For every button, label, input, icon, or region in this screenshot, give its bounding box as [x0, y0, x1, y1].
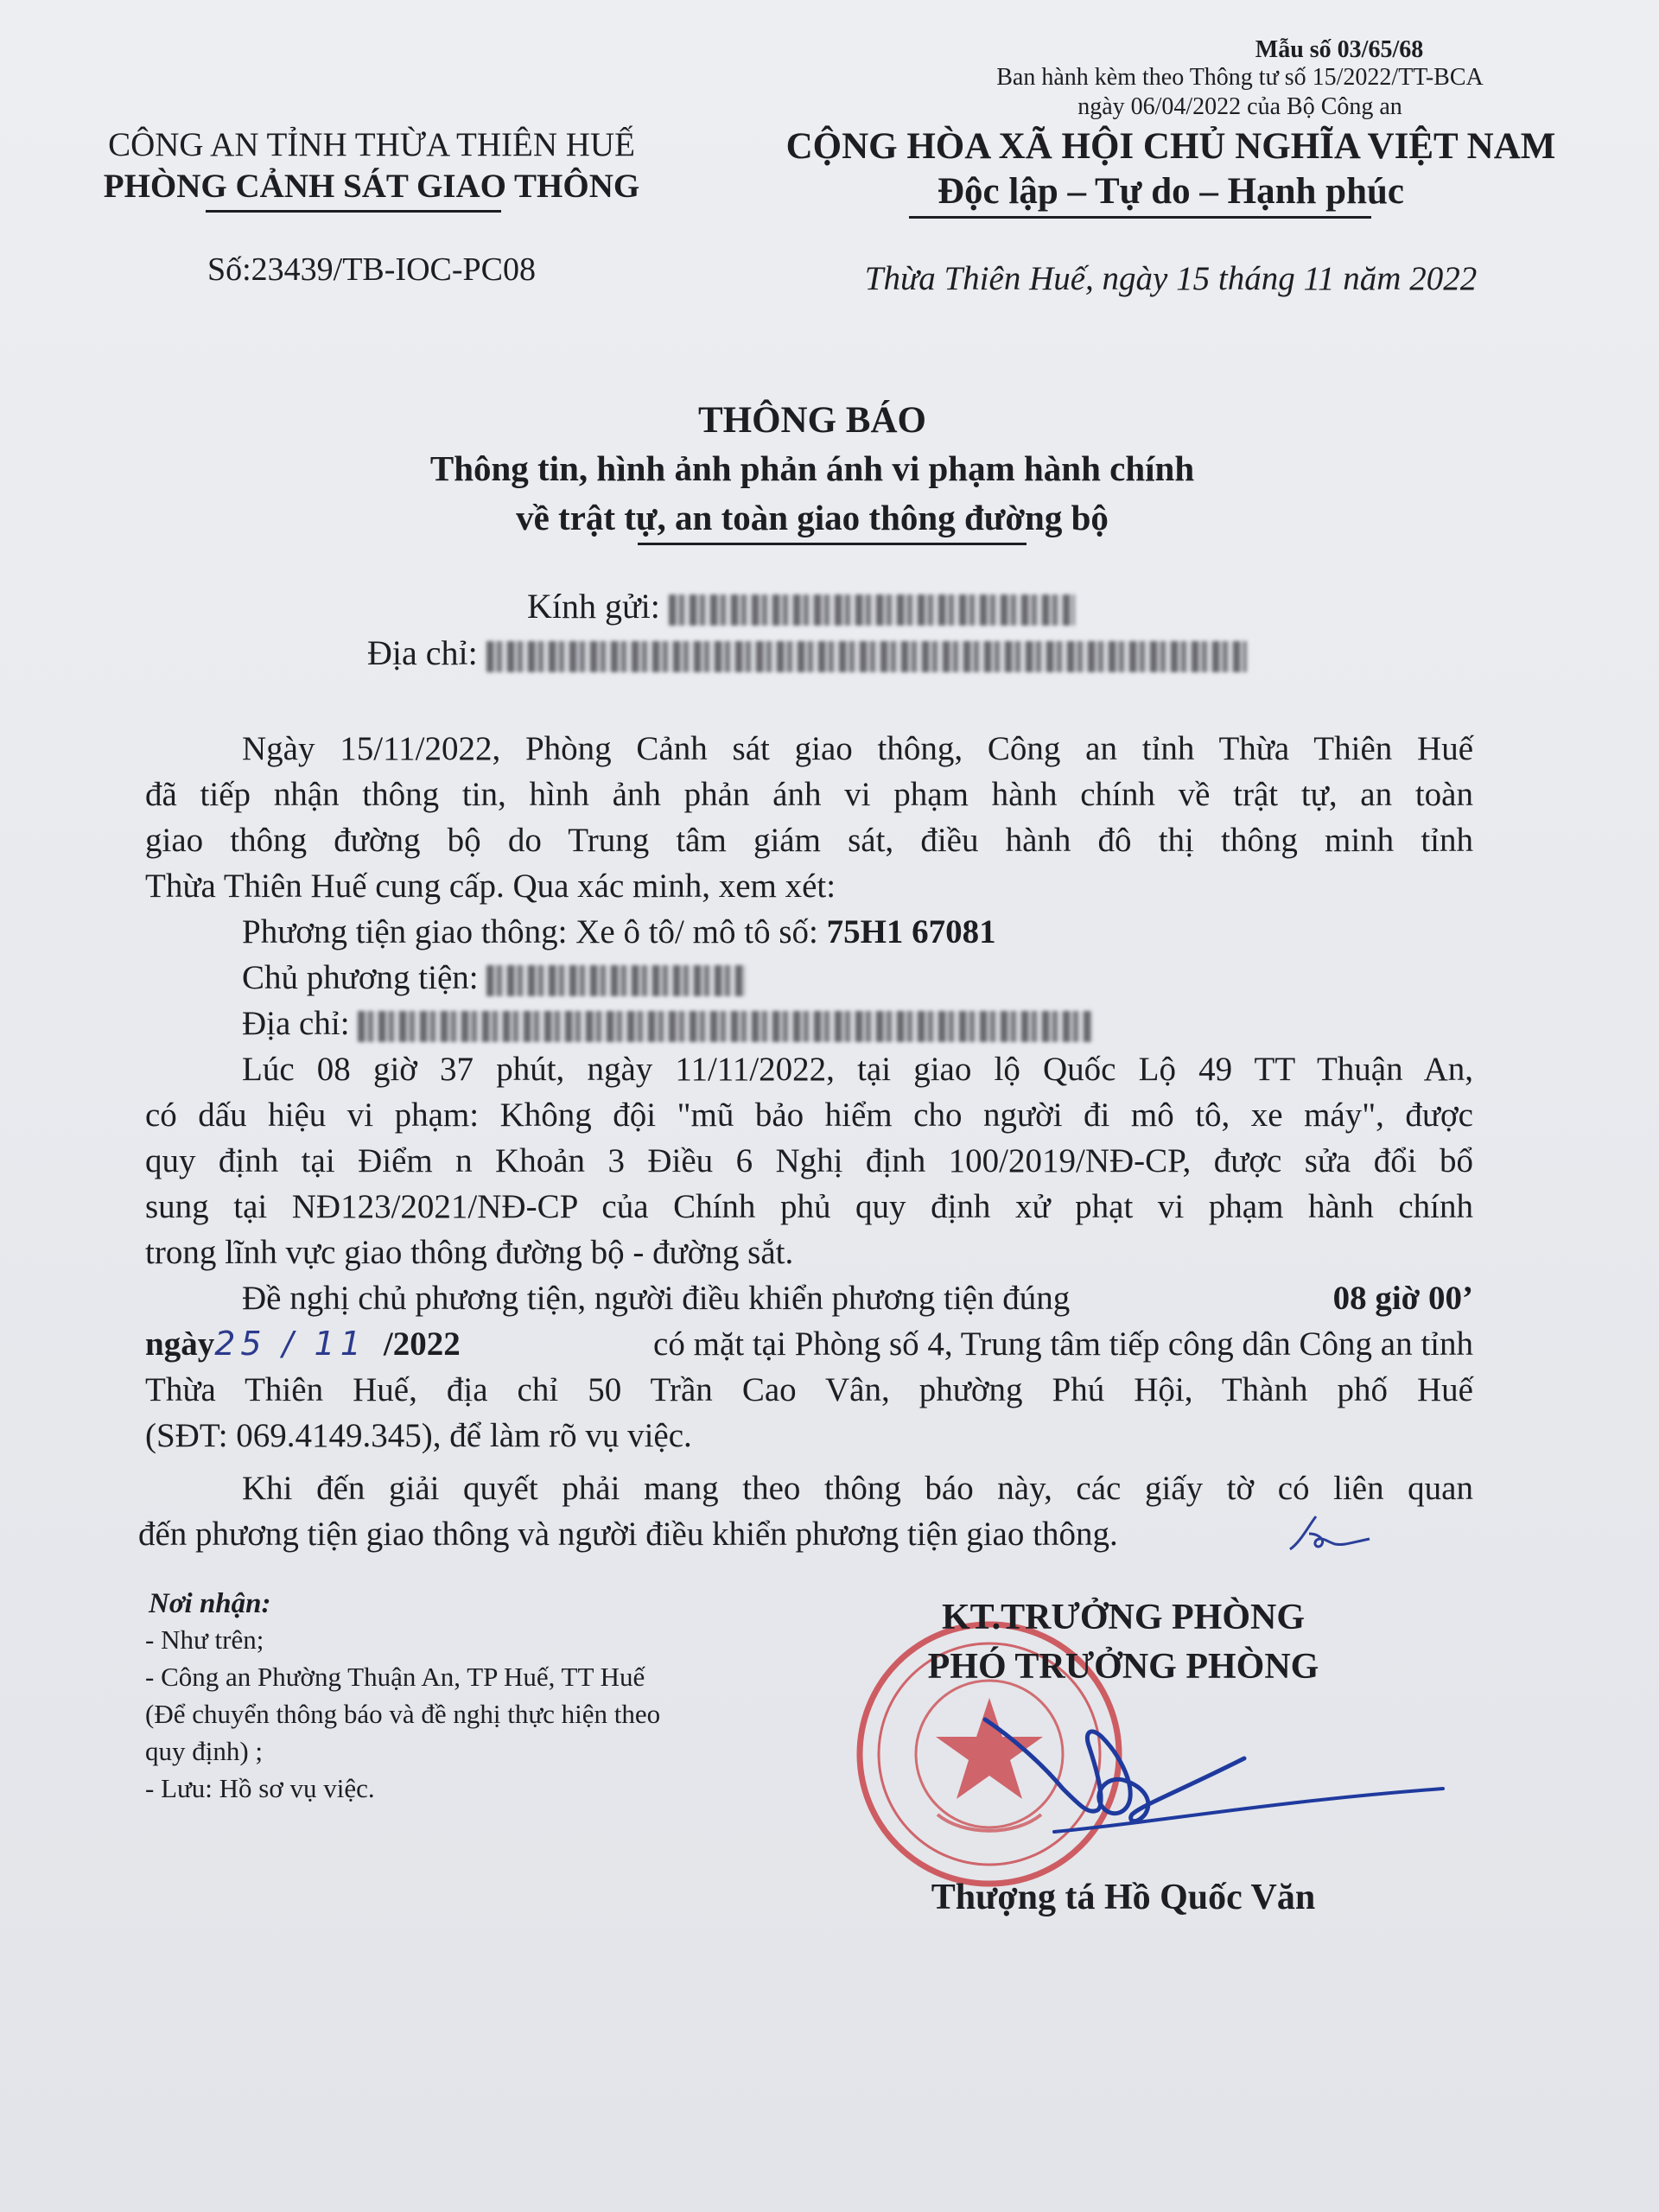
- body-p2-line4: sung tại NĐ123/2021/NĐ-CP của Chính phủ quy định xử phạt vi phạm hành chính: [145, 1188, 1473, 1225]
- redacted-recipient-name: [669, 594, 1075, 626]
- appointment-day-handwritten: 25 / 11: [214, 1325, 366, 1363]
- agency-name: PHÒNG CẢNH SÁT GIAO THÔNG: [103, 168, 640, 205]
- body-p3-line1-text: Đề nghị chủ phương tiện, người điều khiển phương tiện đúng: [242, 1280, 1071, 1317]
- signer-title-1: KT.TRƯỞNG PHÒNG: [942, 1598, 1305, 1637]
- form-issued-with: Ban hành kèm theo Thông tư số 15/2022/TT-BCA: [996, 64, 1484, 91]
- recipient-line: [527, 586, 1075, 626]
- redacted-recipient-address: [486, 641, 1247, 672]
- body-p1-line1: Ngày 15/11/2022, Phòng Cảnh sát giao thông, Công an tỉnh Thừa Thiên Huế: [242, 730, 1473, 767]
- title-underline: [638, 543, 1027, 545]
- signer-name: Thượng tá Hồ Quốc Văn: [931, 1878, 1316, 1917]
- body-p1-line2: đã tiếp nhận thông tin, hình ảnh phản ánh vi phạm hành chính về trật tự, an toàn: [145, 776, 1473, 813]
- body-p3-line2-text: có mặt tại Phòng số 4, Trung tâm tiếp công dân Công an tỉnh: [653, 1325, 1473, 1363]
- motto-underline: [909, 216, 1371, 219]
- redacted-owner-name: [486, 965, 746, 996]
- recipients-item-2: - Công an Phường Thuận An, TP Huế, TT Huế: [145, 1662, 645, 1692]
- redacted-owner-address: [358, 1011, 1092, 1042]
- appointment-time: 08 giờ 00’: [1332, 1280, 1473, 1317]
- recipient-label: Kính gửi:: [527, 587, 660, 626]
- notice-title: THÔNG BÁO: [697, 400, 926, 441]
- handwritten-signature: [959, 1685, 1452, 1858]
- recipient-address-line: [367, 632, 1247, 673]
- owner-address-label: Địa chỉ:: [242, 1005, 350, 1042]
- notice-subtitle-1: Thông tin, hình ảnh phản ánh vi phạm hành chính: [429, 448, 1195, 488]
- body-p3-line1: [242, 1275, 1473, 1321]
- body-p4-line1: Khi đến giải quyết phải mang theo thông báo này, các giấy tờ có liên quan: [242, 1470, 1473, 1507]
- body-p3-line2: [145, 1321, 1473, 1367]
- vehicle-line: [242, 909, 996, 955]
- motto: Độc lập – Tự do – Hạnh phúc: [938, 171, 1404, 212]
- country-name: CỘNG HÒA XÃ HỘI CHỦ NGHĨA VIỆT NAM: [785, 126, 1556, 167]
- agency-underline: [206, 210, 501, 213]
- form-issued-date: ngày 06/04/2022 của Bộ Công an: [1077, 93, 1402, 120]
- recipients-title: Nơi nhận:: [149, 1588, 271, 1619]
- notice-subtitle-2: về trật tự, an toàn giao thông đường bộ: [516, 498, 1109, 537]
- vehicle-label: Phương tiện giao thông: Xe ô tô/ mô tô số:: [242, 913, 818, 950]
- body-p2-line1: Lúc 08 giờ 37 phút, ngày 11/11/2022, tại giao lộ Quốc Lộ 49 TT Thuận An,: [242, 1051, 1473, 1088]
- agency-parent: CÔNG AN TỈNH THỪA THIÊN HUẾ: [108, 126, 635, 163]
- owner-label: Chủ phương tiện:: [242, 959, 479, 996]
- appointment-year: /2022: [383, 1325, 461, 1363]
- document-number: Số:23439/TB-IOC-PC08: [207, 251, 537, 288]
- body-p1-line4: Thừa Thiên Huế cung cấp. Qua xác minh, xem xét:: [145, 868, 836, 905]
- signer-title-2: PHÓ TRƯỞNG PHÒNG: [927, 1647, 1319, 1687]
- owner-address-line: [242, 1001, 1092, 1046]
- appointment-day-label: ngày: [145, 1325, 215, 1363]
- body-p2-line5: trong lĩnh vực giao thông đường bộ - đường sắt.: [145, 1234, 794, 1271]
- body-p4-line2: đến phương tiện giao thông và người điều khiển phương tiện giao thông.: [138, 1516, 1118, 1553]
- body-p2-line3: quy định tại Điểm n Khoản 3 Điều 6 Nghị định 100/2019/NĐ-CP, được sửa đổi bổ: [145, 1142, 1473, 1179]
- place-date: Thừa Thiên Huế, ngày 15 tháng 11 năm 2022: [864, 260, 1478, 297]
- vehicle-plate: 75H1 67081: [826, 913, 996, 950]
- form-number: Mẫu số 03/65/68: [1255, 36, 1424, 63]
- body-p3-line4: (SĐT: 069.4149.345), để làm rõ vụ việc.: [145, 1417, 692, 1454]
- initials-mark: [1283, 1508, 1378, 1560]
- recipients-item-1: - Như trên;: [145, 1624, 264, 1655]
- recipients-item-3: (Để chuyển thông báo và đề nghị thực hiện theo: [145, 1699, 661, 1729]
- recipients-item-5: - Lưu: Hồ sơ vụ việc.: [145, 1773, 375, 1803]
- body-p1-line3: giao thông đường bộ do Trung tâm giám sát, điều hành đô thị thông minh tỉnh: [145, 822, 1473, 859]
- body-p3-line3: Thừa Thiên Huế, địa chỉ 50 Trần Cao Vân, phường Phú Hội, Thành phố Huế: [145, 1371, 1473, 1408]
- recipients-item-4: quy định) ;: [145, 1736, 264, 1766]
- body-p2-line2: có dấu hiệu vi phạm: Không đội "mũ bảo hiểm cho người đi mô tô, xe máy", được: [145, 1096, 1473, 1134]
- owner-line: [242, 955, 746, 1001]
- recipient-address-label: Địa chỉ:: [367, 633, 478, 672]
